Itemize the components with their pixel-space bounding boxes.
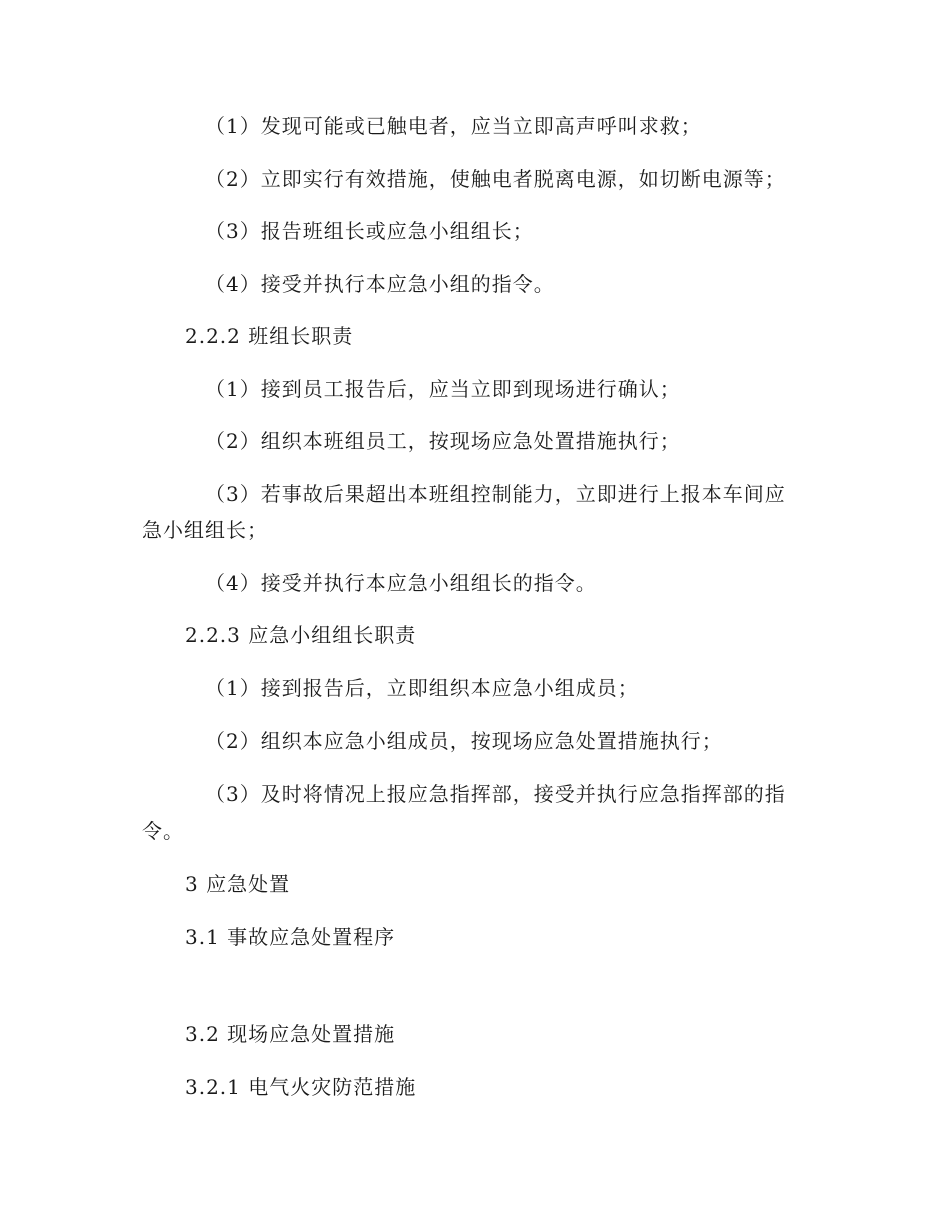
list-item: （3）报告班组长或应急小组组长； [205,219,534,243]
section-heading: 3.2 现场应急处置措施 [185,1022,396,1046]
list-item-continuation: 令。 [142,819,184,843]
section-heading: 3 应急处置 [185,872,291,896]
list-item: （4）接受并执行本应急小组的指令。 [205,272,555,296]
section-heading: 3.2.1 电气火灾防范措施 [185,1075,417,1099]
list-item: （2）立即实行有效措施，使触电者脱离电源，如切断电源等； [205,167,786,191]
list-item: （4）接受并执行本应急小组组长的指令。 [205,571,597,595]
list-item: （1）发现可能或已触电者，应当立即高声呼叫求救； [205,114,702,138]
section-heading: 3.1 事故应急处置程序 [185,925,396,949]
list-item: （3）若事故后果超出本班组控制能力，立即进行上报本车间应 [205,482,786,506]
list-item: （3）及时将情况上报应急指挥部，接受并执行应急指挥部的指 [205,782,786,806]
section-heading: 2.2.3 应急小组组长职责 [185,623,417,647]
list-item: （1）接到员工报告后，应当立即到现场进行确认； [205,377,681,401]
list-item: （2）组织本应急小组成员，按现场应急处置措施执行； [205,729,723,753]
section-heading: 2.2.2 班组长职责 [185,324,354,348]
list-item: （2）组织本班组员工，按现场应急处置措施执行； [205,429,681,453]
list-item: （1）接到报告后，立即组织本应急小组成员； [205,676,639,700]
list-item-continuation: 急小组组长； [142,518,268,542]
